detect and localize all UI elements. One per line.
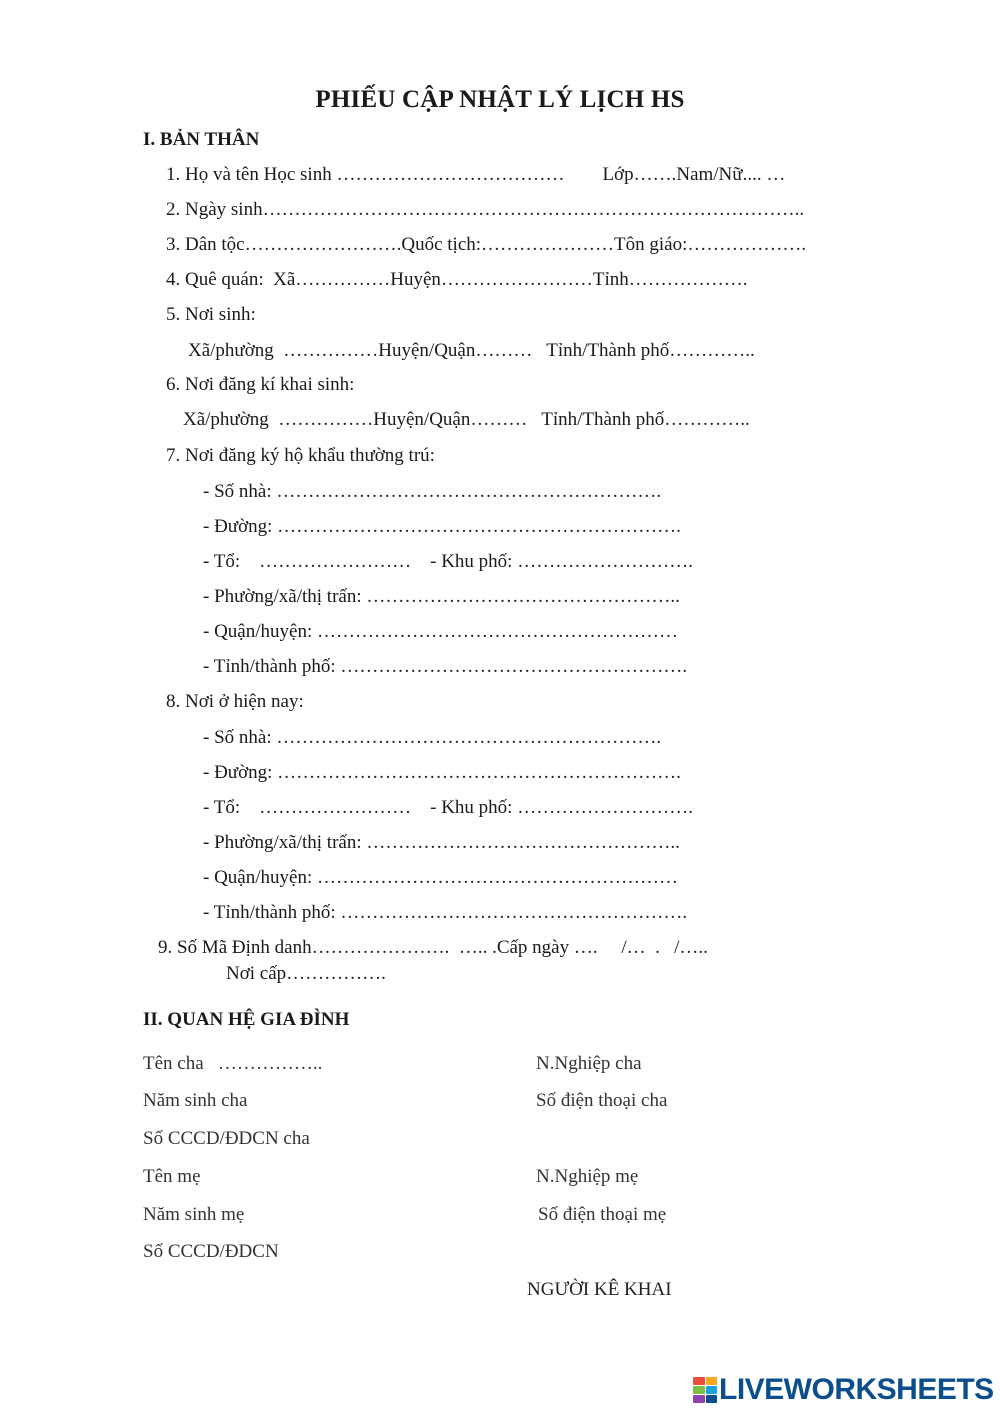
label-noi-o-hien-nay: 8. Nơi ở hiện nay: [166, 691, 304, 712]
field-cccd-cha[interactable]: Số CCCD/ĐDCN cha [143, 1128, 310, 1149]
field-o-quan-huyen[interactable]: - Quận/huyện: ………………………………………………… [203, 867, 678, 888]
field-nam-sinh-cha[interactable]: Năm sinh cha [143, 1090, 248, 1111]
field-sdt-me[interactable]: Số điện thoại mẹ [538, 1204, 667, 1225]
field-o-duong[interactable]: - Đường: ………………………………………………………. [203, 762, 681, 783]
page-title: PHIẾU CẬP NHẬT LÝ LỊCH HS [315, 86, 685, 113]
field-o-so-nha[interactable]: - Số nhà: ……………………………………………………. [203, 727, 662, 748]
field-hk-phuong-xa[interactable]: - Phường/xã/thị trấn: ………………………………………….. [203, 586, 680, 607]
field-nam-sinh-me[interactable]: Năm sinh mẹ [143, 1204, 245, 1225]
label-ho-khau-thuong-tru: 7. Nơi đăng ký hộ khẩu thường trú: [166, 445, 435, 466]
field-ten-me[interactable]: Tên mẹ [143, 1166, 201, 1187]
field-sdt-cha[interactable]: Số điện thoại cha [536, 1090, 668, 1111]
field-noi-cap[interactable]: Nơi cấp……………. [226, 963, 386, 984]
label-noi-dang-ki-khai-sinh: 6. Nơi đăng kí khai sinh: [166, 374, 355, 395]
field-hk-duong[interactable]: - Đường: ………………………………………………………. [203, 516, 681, 537]
field-khai-sinh-dia-chi[interactable]: Xã/phường ……………Huyện/Quận……… Tỉnh/Thành phố………….. [183, 409, 750, 430]
field-que-quan[interactable]: 4. Quê quán: Xã……………Huyện……………………Tỉnh………………. [166, 269, 748, 290]
field-hk-quan-huyen[interactable]: - Quận/huyện: ………………………………………………… [203, 621, 678, 642]
field-hk-to-khu-pho[interactable]: - Tổ: …………………… - Khu phố: ………………………. [203, 551, 693, 572]
field-dan-toc[interactable]: 3. Dân tộc…………………….Quốc tịch:…………………Tôn giáo:………………. [166, 234, 807, 255]
signature-label: NGƯỜI KÊ KHAI [527, 1279, 672, 1300]
field-o-tinh-thanh[interactable]: - Tỉnh/thành phố: ………………………………………………. [203, 902, 688, 923]
liveworksheets-logo [693, 1374, 994, 1406]
field-o-to-khu-pho[interactable]: - Tổ: …………………… - Khu phố: ………………………. [203, 797, 693, 818]
field-ngay-sinh[interactable]: 2. Ngày sinh………………………………………………………………………….. [166, 199, 805, 220]
field-nghe-nghiep-cha[interactable]: N.Nghiệp cha [536, 1053, 642, 1074]
section-heading-quan-he-gia-dinh: II. QUAN HỆ GIA ĐÌNH [143, 1009, 350, 1030]
field-ho-ten-lop[interactable]: 1. Họ và tên Học sinh ……………………………… Lớp…….Nam/Nữ.... … [166, 164, 786, 185]
field-noi-sinh-dia-chi[interactable]: Xã/phường ……………Huyện/Quận……… Tỉnh/Thành phố………….. [188, 340, 755, 361]
field-ma-dinh-danh[interactable]: 9. Số Mã Định danh…………………. ….. .Cấp ngày …. /… . /….. [158, 937, 708, 958]
field-hk-tinh-thanh[interactable]: - Tỉnh/thành phố: ………………………………………………. [203, 656, 688, 677]
field-hk-so-nha[interactable]: - Số nhà: ……………………………………………………. [203, 481, 662, 502]
liveworksheets-logo-text: LIVEWORKSHEETS [719, 1373, 994, 1406]
section-heading-ban-than: I. BẢN THÂN [143, 129, 260, 150]
liveworksheets-logo-icon [693, 1377, 717, 1403]
field-ten-cha[interactable]: Tên cha …………….. [143, 1053, 323, 1074]
label-noi-sinh: 5. Nơi sinh: [166, 304, 256, 325]
field-o-phuong-xa[interactable]: - Phường/xã/thị trấn: ………………………………………….. [203, 832, 680, 853]
field-nghe-nghiep-me[interactable]: N.Nghiệp mẹ [536, 1166, 639, 1187]
field-cccd-me[interactable]: Số CCCD/ĐDCN [143, 1241, 279, 1262]
